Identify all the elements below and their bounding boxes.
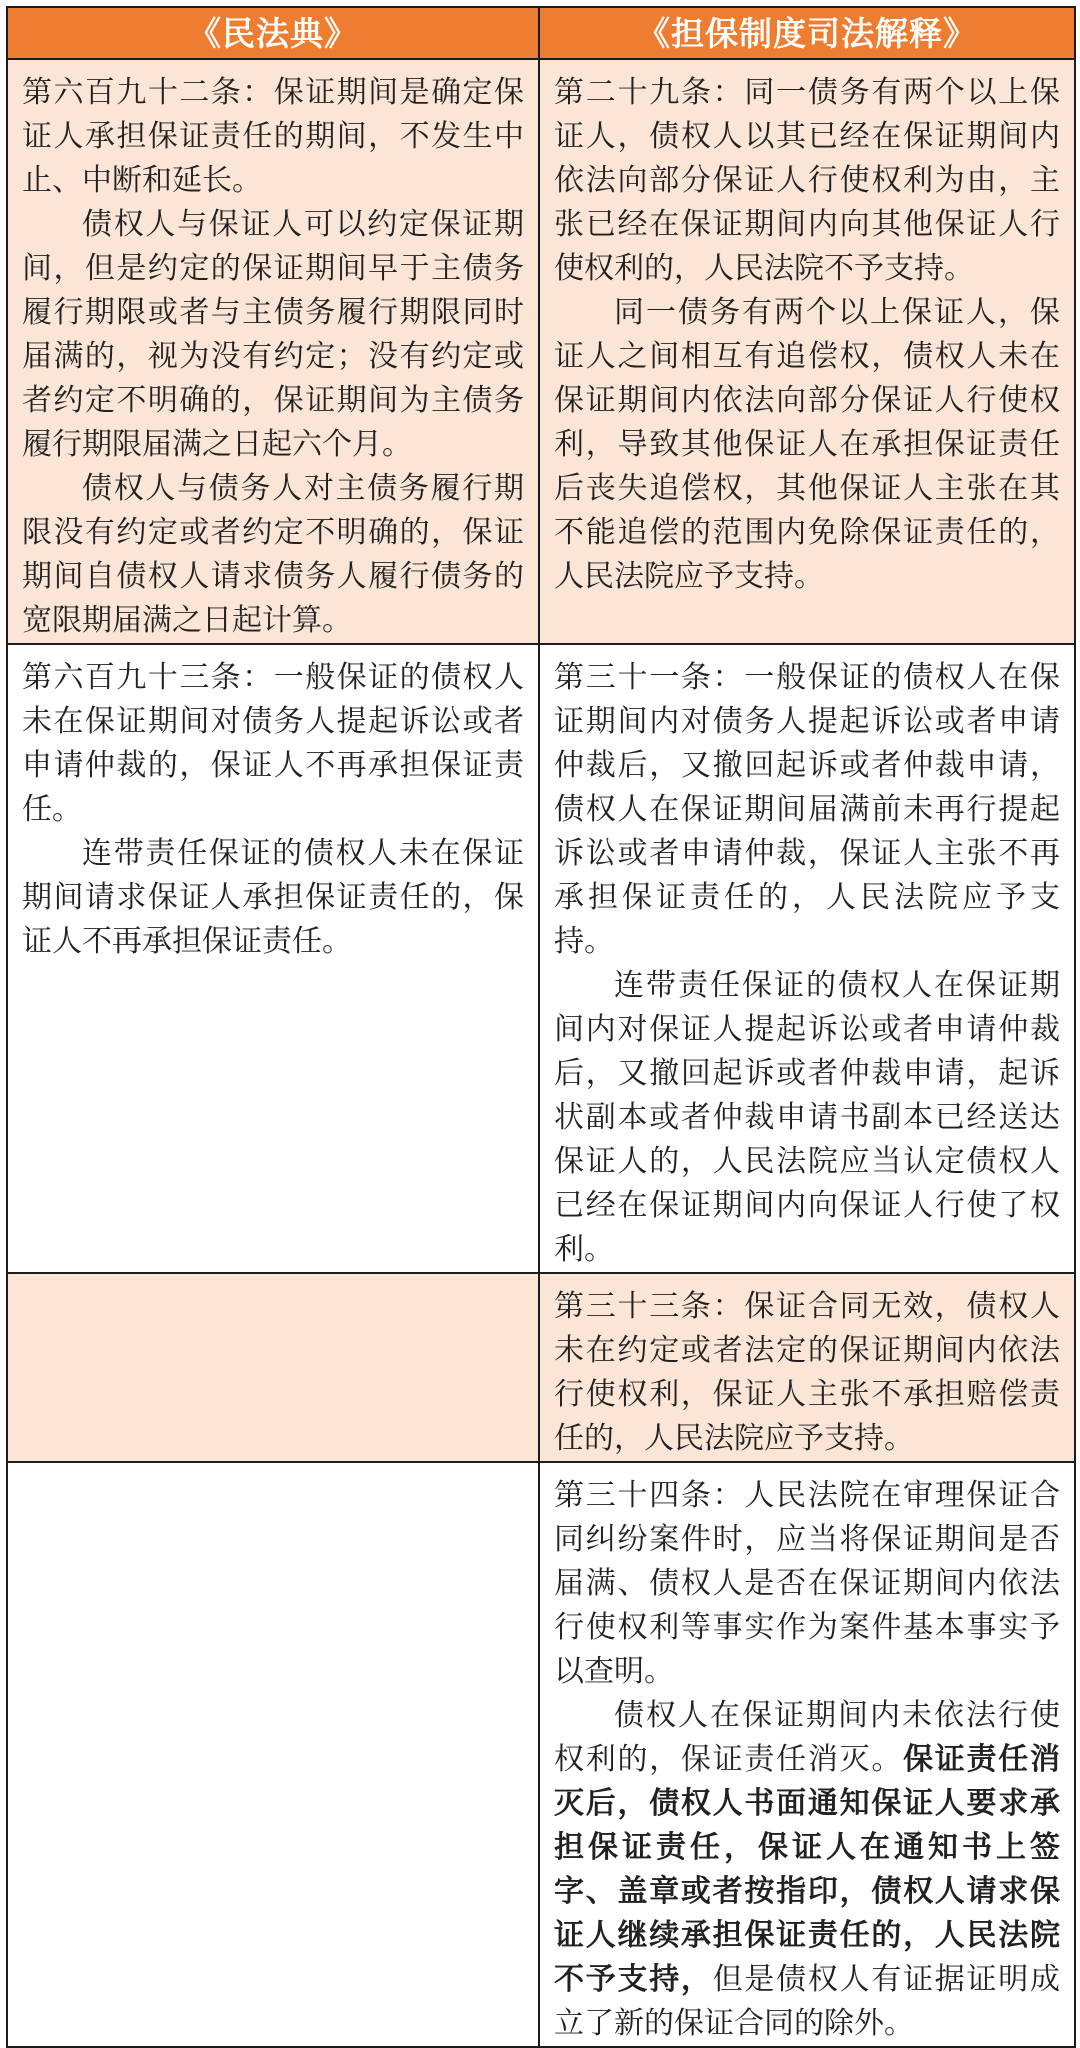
paragraph: 同一债务有两个以上保证人，保证人之间相互有追偿权，债权人未在保证期间内依法向部分保证人行使权利，导致其他保证人在承担保证责任后丧失追偿权，其他保证人主张在其不能追偿的范围内免除保证责任的，人民法院应予支持。 <box>554 296 1060 593</box>
law-comparison-table <box>6 6 1076 2048</box>
cell-article-29 <box>539 59 1075 644</box>
paragraph: 连带责任保证的债权人未在保证期间请求保证人承担保证责任的，保证人不再承担保证责任。 <box>22 837 524 958</box>
paragraph: 第三十一条：一般保证的债权人在保证期间内对债务人提起诉讼或者申请仲裁后，又撤回起诉或者仲裁申请，债权人在保证期间届满前未再行提起诉讼或者申请仲裁，保证人主张不再承担保证责任的，人民法院应予支持。 <box>554 661 1060 958</box>
cell-article-33 <box>539 1273 1075 1462</box>
paragraph: 第二十九条：同一债务有两个以上保证人，债权人以其已经在保证期间内依法向部分保证人行使权利为由，主张已经在保证期间内向其他保证人行使权利的，人民法院不予支持。 <box>554 76 1060 285</box>
table-row <box>7 59 1075 644</box>
paragraph: 第六百九十三条：一般保证的债权人未在保证期间对债务人提起诉讼或者申请仲裁的，保证人不再承担保证责任。 <box>22 661 524 826</box>
paragraph: 连带责任保证的债权人在保证期间内对保证人提起诉讼或者申请仲裁后，又撤回起诉或者仲裁申请，起诉状副本或者仲裁申请书副本已经送达保证人的，人民法院应当认定债权人已经在保证期间内向保证人行使了权利。 <box>554 969 1060 1266</box>
cell-empty-left-1 <box>7 1273 539 1462</box>
header-guarantee-interpretation: 《担保制度司法解释》 <box>539 7 1075 59</box>
paragraph-regular-lead: 债权人在保证期间内未依法行使权利的，保证责任消灭。 <box>554 1699 1060 1776</box>
paragraph: 第三十四条：人民法院在审理保证合同纠纷案件时，应当将保证期间是否届满、债权人是否在保证期间内依法行使权利等事实作为案件基本事实予以查明。 <box>554 1479 1060 1688</box>
cell-article-31 <box>539 644 1075 1273</box>
table-body <box>7 59 1075 2047</box>
header-row <box>7 7 1075 59</box>
paragraph: 债权人与债务人对主债务履行期限没有约定或者约定不明确的，保证期间自债权人请求债务人履行债务的宽限期届满之日起计算。 <box>22 472 524 637</box>
paragraph-regular-tail: 但是债权人有证据证明成立了新的保证合同的除外。 <box>554 1963 1061 2040</box>
paragraph-bold-emphasis: 保证责任消灭后，债权人书面通知保证人要求承担保证责任，保证人在通知书上签字、盖章或者按指印，债权人请求保证人继续承担保证责任的，人民法院不予支持， <box>554 1743 1061 1996</box>
paragraph: 第三十三条：保证合同无效，债权人未在约定或者法定的保证期间内依法行使权利，保证人主张不承担赔偿责任的，人民法院应予支持。 <box>554 1290 1060 1455</box>
table-header <box>7 7 1075 59</box>
paragraph: 第六百九十二条：保证期间是确定保证人承担保证责任的期间，不发生中止、中断和延长。 <box>22 76 524 197</box>
cell-article-692 <box>7 59 539 644</box>
paragraph: 债权人与保证人可以约定保证期间，但是约定的保证期间早于主债务履行期限或者与主债务履行期限同时届满的，视为没有约定；没有约定或者约定不明确的，保证期间为主债务履行期限届满之日起六个月。 <box>22 208 524 461</box>
paragraph <box>554 1694 1060 2046</box>
header-civil-code: 《民法典》 <box>7 7 539 59</box>
table-row <box>7 1462 1075 2047</box>
cell-article-693 <box>7 644 539 1273</box>
cell-empty-left-2 <box>7 1462 539 2047</box>
table-row <box>7 1273 1075 1462</box>
cell-article-34 <box>539 1462 1075 2047</box>
table-row <box>7 644 1075 1273</box>
